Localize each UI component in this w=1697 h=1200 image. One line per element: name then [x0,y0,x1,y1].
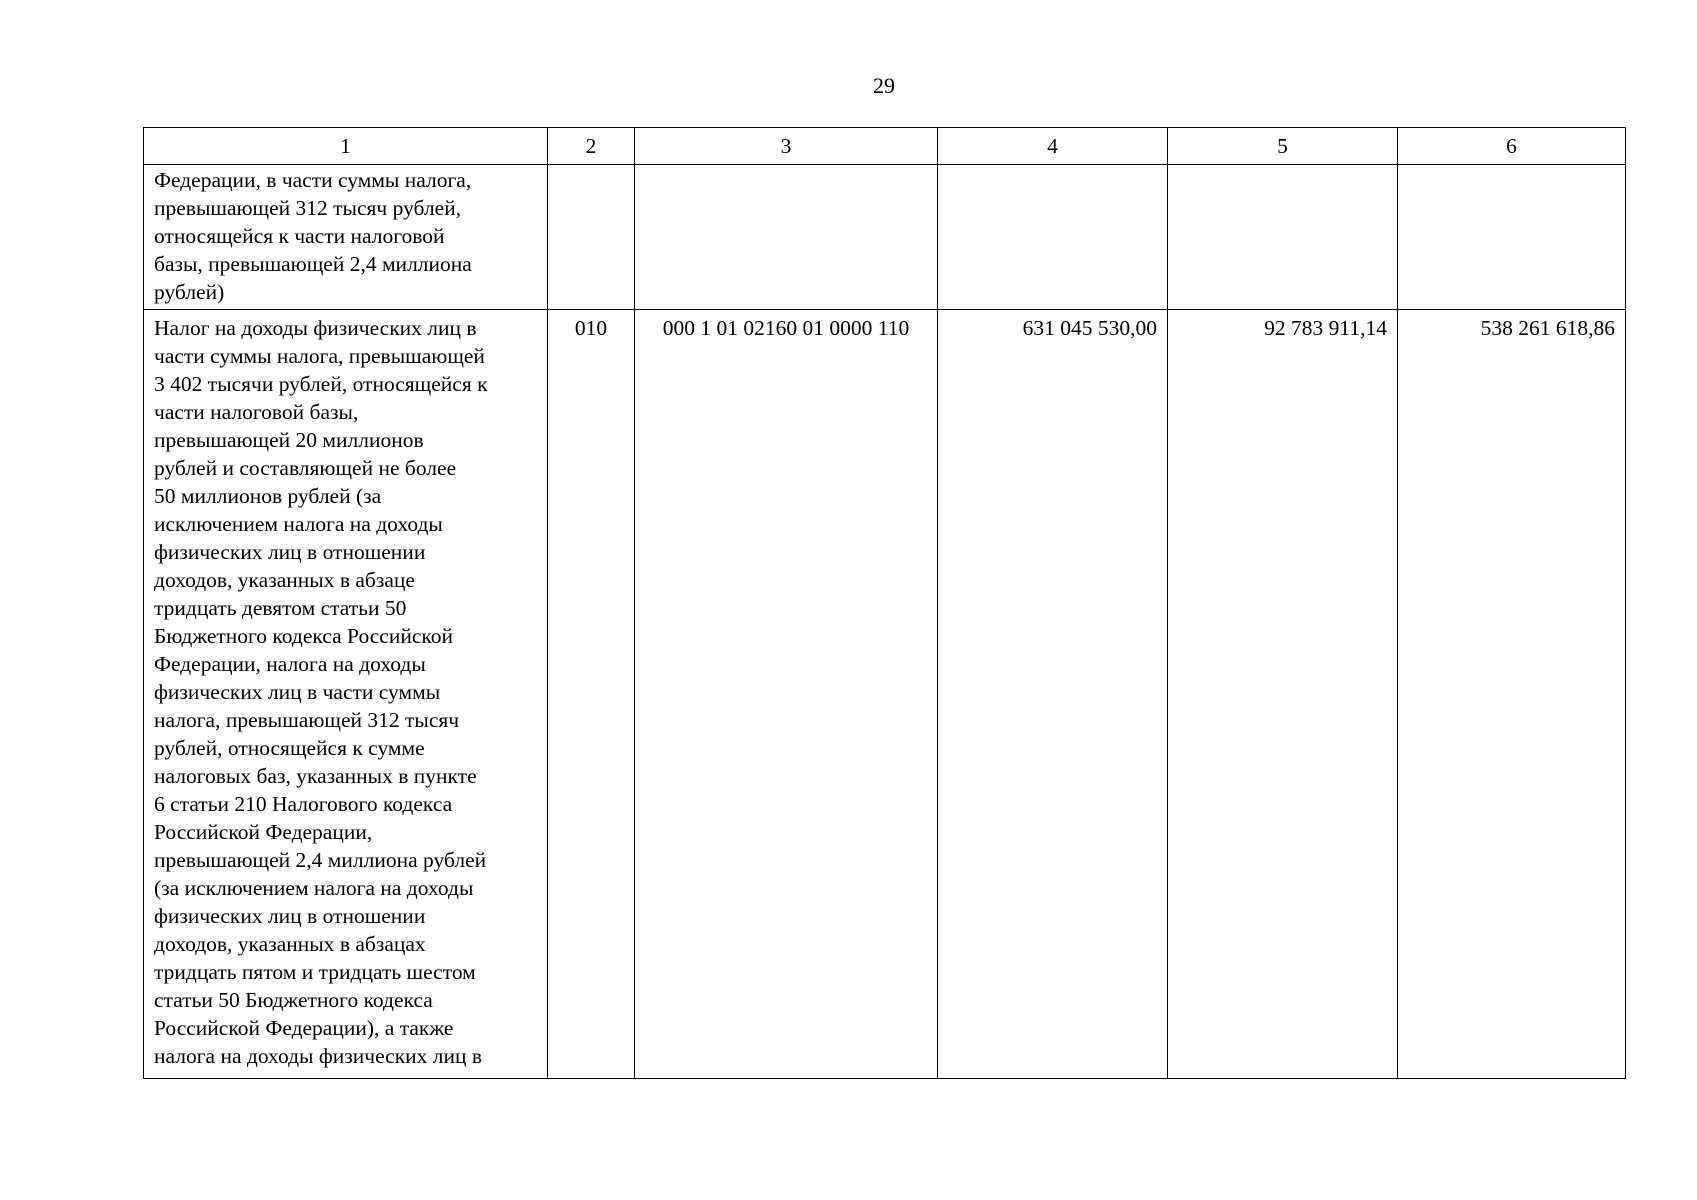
column-header-1: 1 [144,128,548,165]
column-number-header-row [144,128,1626,165]
row-approved-amount [938,165,1168,310]
column-header-6: 6 [1398,128,1626,165]
column-header-2: 2 [548,128,635,165]
row-approved-amount: 631 045 530,00 [938,310,1168,1079]
row-executed-amount: 92 783 911,14 [1168,310,1398,1079]
row-budget-code: 000 1 01 02160 01 0000 110 [635,310,938,1079]
column-header-3: 3 [635,128,938,165]
table-row [144,310,1626,1079]
row-description: Налог на доходы физических лиц в части суммы налога, превышающей 3 402 тысячи рублей, относящейся к части налоговой базы, превышающей 20 миллионов рублей и составляющей не более 50 миллионов рублей (за исключением налога на доходы физических лиц в отношении доходов, указанных в абзаце тридцать девятом статьи 50 Бюджетного кодекса Российской Федерации, налога на доходы физических лиц в части суммы налога, превышающей 312 тысяч рублей, относящейся к сумме налоговых баз, указанных в пункте 6 статьи 210 Налогового кодекса Российской Федерации, превышающей 2,4 миллиона рублей (за исключением налога на доходы физических лиц в отношении доходов, указанных в абзацах тридцать пятом и тридцать шестом статьи 50 Бюджетного кодекса Российской Федерации), а также налога на доходы физических лиц в [144,310,548,1079]
row-description: Федерации, в части суммы налога, превышающей 312 тысяч рублей, относящейся к части налоговой базы, превышающей 2,4 миллиона рублей) [144,165,548,310]
row-line-code [548,165,635,310]
column-header-5: 5 [1168,128,1398,165]
page-number: 29 [873,73,895,98]
column-header-4: 4 [938,128,1168,165]
row-budget-code [635,165,938,310]
row-line-code: 010 [548,310,635,1079]
row-unexecuted-amount [1398,165,1626,310]
budget-execution-table [143,127,1626,1079]
row-executed-amount [1168,165,1398,310]
table-row [144,165,1626,310]
row-unexecuted-amount: 538 261 618,86 [1398,310,1626,1079]
